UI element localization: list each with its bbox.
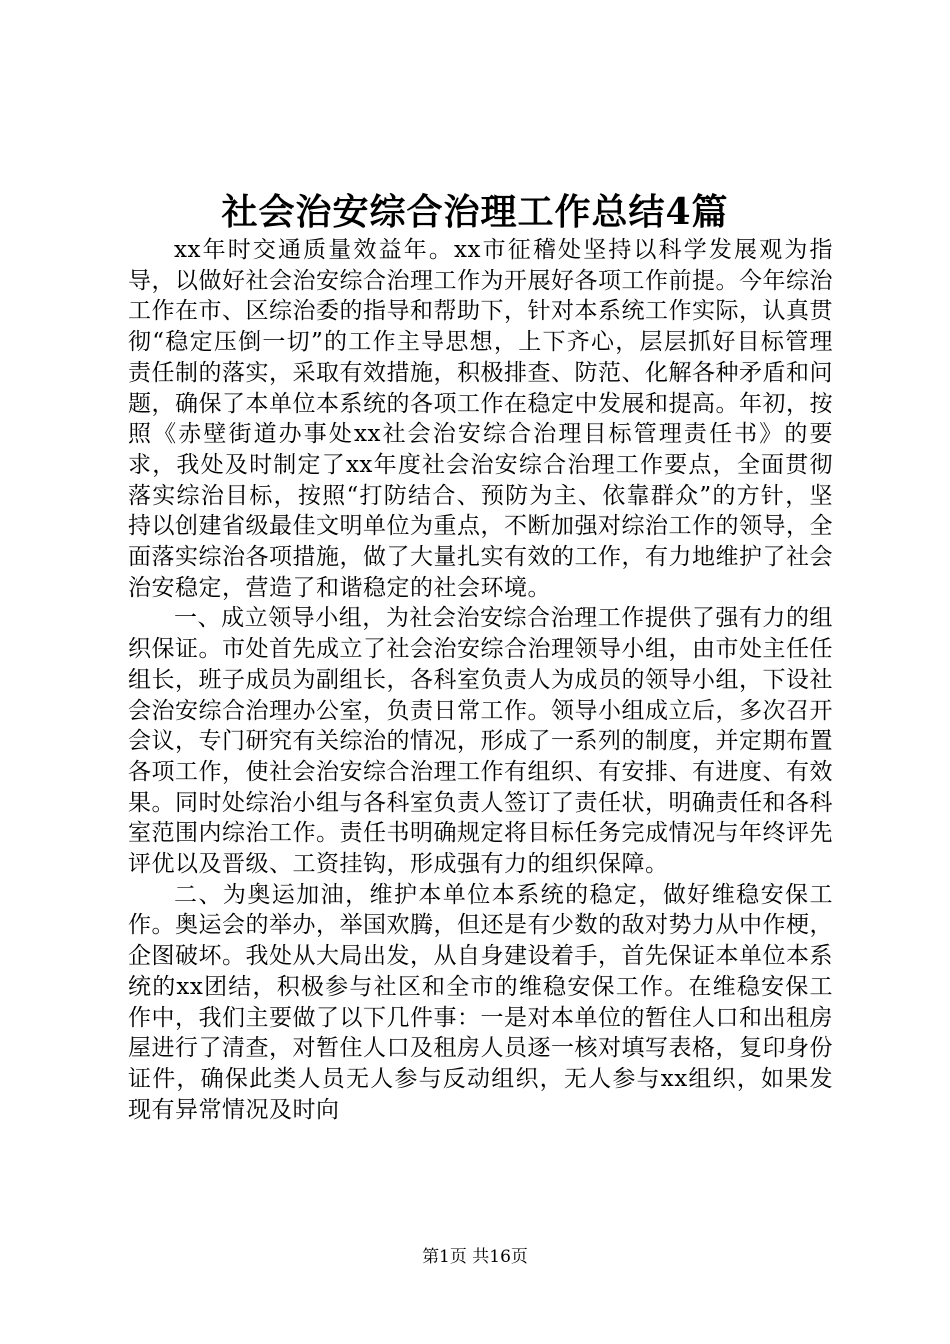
document-body bbox=[128, 235, 833, 1125]
paragraph-section-two: 二、为奥运加油，维护本单位本系统的稳定，做好维稳安保工作。奥运会的举办，举国欢腾，但还是有少数的敌对势力从中作梗，企图破坏。我处从大局出发，从自身建设着手，首先保证本单位本系统的xx团结，积极参与社区和全市的维稳安保工作。在维稳安保工作中，我们主要做了以下几件事：一是对本单位的暂住人口和出租房屋进行了清查，对暂住人口及租房人员逐一核对填写表格，复印身份证件，确保此类人员无人参与反动组织，无人参与xx组织，如果发现有异常情况及时向 bbox=[128, 881, 833, 1123]
paragraph-section-one: 一、成立领导小组，为社会治安综合治理工作提供了强有力的组织保证。市处首先成立了社会治安综合治理领导小组，由市处主任任组长，班子成员为副组长，各科室负责人为成员的领导小组，下设社会治安综合治理办公室，负责日常工作。领导小组成立后，多次召开会议，专门研究有关综治的情况，形成了一系列的制度，并定期布置各项工作，使社会治安综合治理工作有组织、有安排、有进度、有效果。同时处综治小组与各科室负责人签订了责任状，明确责任和各科室范围内综治工作。责任书明确规定将目标任务完成情况与年终评先评优以及晋级、工资挂钩，形成强有力的组织保障。 bbox=[128, 605, 833, 878]
page-number-footer: 第1页 共16页 bbox=[422, 1247, 528, 1267]
document-title: 社会治安综合治理工作总结4篇 bbox=[221, 191, 729, 233]
paragraph-intro: xx年时交通质量效益年。xx市征稽处坚持以科学发展观为指导，以做好社会治安综合治理工作为开展好各项工作前提。今年综治工作在市、区综治委的指导和帮助下，针对本系统工作实际，认真贯彻“稳定压倒一切”的工作主导思想，上下齐心，层层抓好目标管理责任制的落实，采取有效措施，积极排查、防范、化解各种矛盾和问题，确保了本单位本系统的各项工作在稳定中发展和提高。年初，按照《赤壁街道办事处xx社会治安综合治理目标管理责任书》的要求，我处及时制定了xx年度社会治安综合治理工作要点，全面贯彻落实综治目标，按照“打防结合、预防为主、依靠群众”的方针，坚持以创建省级最佳文明单位为重点，不断加强对综治工作的领导，全面落实综治各项措施，做了大量扎实有效的工作，有力地维护了社会治安稳定，营造了和谐稳定的社会环境。 bbox=[128, 237, 833, 601]
